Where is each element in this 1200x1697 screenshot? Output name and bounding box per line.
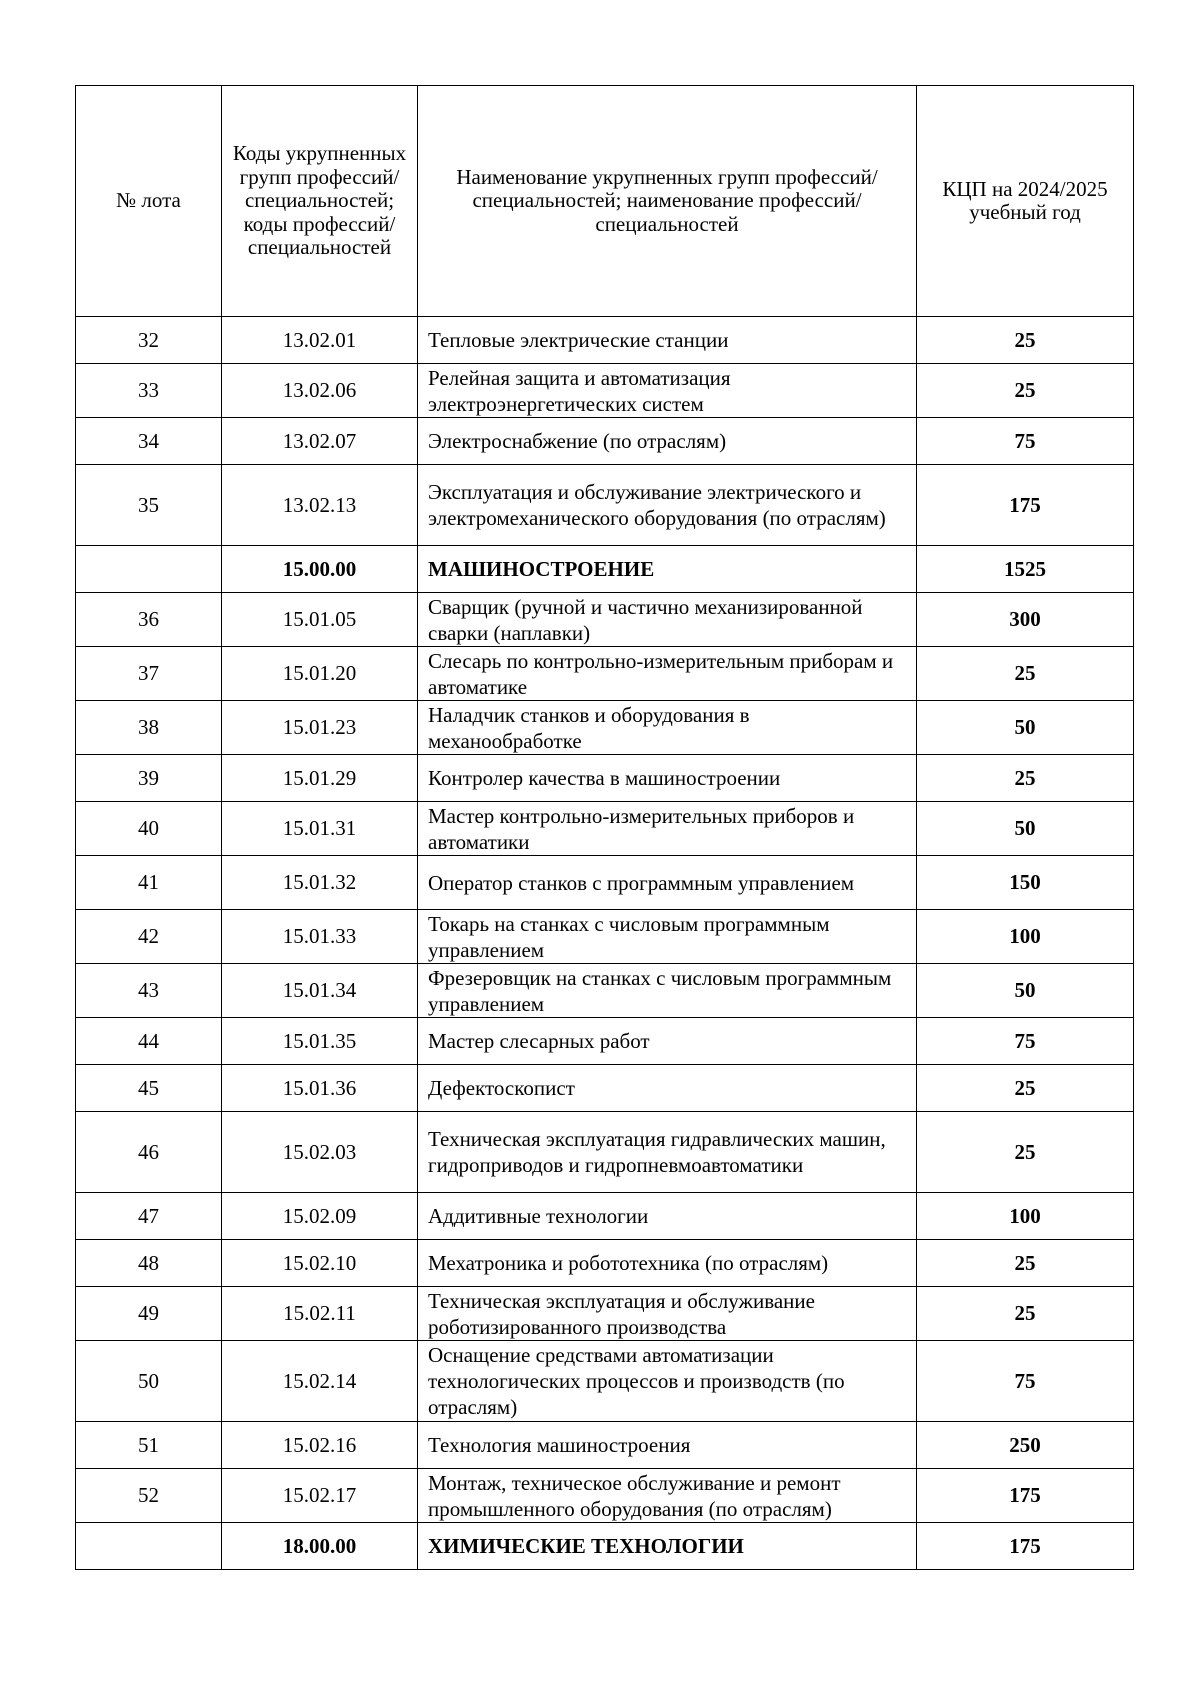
kcp-cell: 25 (917, 1112, 1134, 1193)
name-cell: Мастер контрольно-измерительных приборов и автоматики (418, 802, 917, 856)
name-cell: Слесарь по контрольно-измерительным приборам и автоматике (418, 647, 917, 701)
kcp-cell: 50 (917, 701, 1134, 755)
lot-cell (76, 1523, 222, 1570)
table-row (76, 856, 1134, 910)
code-cell: 15.01.32 (222, 856, 418, 910)
name-cell: МАШИНОСТРОЕНИЕ (418, 546, 917, 593)
table-row (76, 1469, 1134, 1523)
lot-cell: 44 (76, 1018, 222, 1065)
header-codes: Коды укрупненных групп профессий/ специальностей; коды профессий/ специальностей (222, 86, 418, 317)
name-cell: Мехатроника и робототехника (по отраслям) (418, 1240, 917, 1287)
name-cell: Мастер слесарных работ (418, 1018, 917, 1065)
table-row (76, 1193, 1134, 1240)
name-cell: Тепловые электрические станции (418, 317, 917, 364)
kcp-cell: 25 (917, 364, 1134, 418)
code-cell: 15.02.17 (222, 1469, 418, 1523)
kcp-cell: 1525 (917, 546, 1134, 593)
lot-cell: 41 (76, 856, 222, 910)
kcp-cell: 75 (917, 1018, 1134, 1065)
table-row (76, 755, 1134, 802)
code-cell: 15.01.23 (222, 701, 418, 755)
lot-cell: 39 (76, 755, 222, 802)
table-header-row (76, 86, 1134, 317)
lot-cell: 47 (76, 1193, 222, 1240)
code-cell: 15.01.34 (222, 964, 418, 1018)
kcp-cell: 100 (917, 1193, 1134, 1240)
table-row (76, 802, 1134, 856)
kcp-cell: 75 (917, 418, 1134, 465)
code-cell: 13.02.01 (222, 317, 418, 364)
name-cell: Фрезеровщик на станках с числовым программным управлением (418, 964, 917, 1018)
table-row (76, 1112, 1134, 1193)
name-cell: Монтаж, техническое обслуживание и ремонт промышленного оборудования (по отраслям) (418, 1469, 917, 1523)
table-row (76, 317, 1134, 364)
code-cell: 13.02.13 (222, 465, 418, 546)
kcp-cell: 25 (917, 647, 1134, 701)
kcp-table (75, 85, 1134, 1570)
name-cell: Аддитивные технологии (418, 1193, 917, 1240)
table-row (76, 1018, 1134, 1065)
kcp-cell: 75 (917, 1341, 1134, 1422)
table-row (76, 964, 1134, 1018)
name-cell: ХИМИЧЕСКИЕ ТЕХНОЛОГИИ (418, 1523, 917, 1570)
lot-cell: 43 (76, 964, 222, 1018)
lot-cell: 33 (76, 364, 222, 418)
code-cell: 15.01.20 (222, 647, 418, 701)
code-cell: 15.02.14 (222, 1341, 418, 1422)
kcp-cell: 150 (917, 856, 1134, 910)
kcp-cell: 175 (917, 465, 1134, 546)
lot-cell: 42 (76, 910, 222, 964)
kcp-cell: 250 (917, 1422, 1134, 1469)
name-cell: Техническая эксплуатация гидравлических машин, гидроприводов и гидропневмоавтоматики (418, 1112, 917, 1193)
kcp-cell: 50 (917, 802, 1134, 856)
code-cell: 15.01.31 (222, 802, 418, 856)
group-row (76, 1523, 1134, 1570)
header-kcp: КЦП на 2024/2025 учебный год (917, 86, 1134, 317)
kcp-cell: 25 (917, 1240, 1134, 1287)
table-row (76, 1065, 1134, 1112)
table-body (76, 317, 1134, 1570)
lot-cell: 35 (76, 465, 222, 546)
lot-cell: 32 (76, 317, 222, 364)
lot-cell: 37 (76, 647, 222, 701)
lot-cell: 36 (76, 593, 222, 647)
code-cell: 13.02.07 (222, 418, 418, 465)
header-name: Наименование укрупненных групп профессий/ специальностей; наименование профессий/ специальностей (418, 86, 917, 317)
kcp-cell: 100 (917, 910, 1134, 964)
kcp-cell: 25 (917, 755, 1134, 802)
table-row (76, 465, 1134, 546)
table-row (76, 701, 1134, 755)
name-cell: Технология машиностроения (418, 1422, 917, 1469)
table-row (76, 1341, 1134, 1422)
lot-cell: 46 (76, 1112, 222, 1193)
group-row (76, 546, 1134, 593)
code-cell: 18.00.00 (222, 1523, 418, 1570)
table-row (76, 1422, 1134, 1469)
code-cell: 13.02.06 (222, 364, 418, 418)
lot-cell: 48 (76, 1240, 222, 1287)
code-cell: 15.02.16 (222, 1422, 418, 1469)
kcp-cell: 25 (917, 1065, 1134, 1112)
code-cell: 15.02.10 (222, 1240, 418, 1287)
name-cell: Эксплуатация и обслуживание электрического и электромеханического оборудования (по отраслям) (418, 465, 917, 546)
code-cell: 15.01.29 (222, 755, 418, 802)
lot-cell: 34 (76, 418, 222, 465)
kcp-cell: 25 (917, 317, 1134, 364)
header-lot: № лота (76, 86, 222, 317)
lot-cell: 51 (76, 1422, 222, 1469)
table-row (76, 910, 1134, 964)
kcp-cell: 175 (917, 1523, 1134, 1570)
lot-cell (76, 546, 222, 593)
code-cell: 15.02.11 (222, 1287, 418, 1341)
code-cell: 15.02.09 (222, 1193, 418, 1240)
lot-cell: 50 (76, 1341, 222, 1422)
name-cell: Сварщик (ручной и частично механизированной сварки (наплавки) (418, 593, 917, 647)
lot-cell: 45 (76, 1065, 222, 1112)
table-row (76, 647, 1134, 701)
table-row (76, 1240, 1134, 1287)
kcp-cell: 175 (917, 1469, 1134, 1523)
code-cell: 15.02.03 (222, 1112, 418, 1193)
name-cell: Дефектоскопист (418, 1065, 917, 1112)
kcp-cell: 25 (917, 1287, 1134, 1341)
table-row (76, 593, 1134, 647)
code-cell: 15.01.36 (222, 1065, 418, 1112)
code-cell: 15.01.35 (222, 1018, 418, 1065)
name-cell: Контролер качества в машиностроении (418, 755, 917, 802)
lot-cell: 52 (76, 1469, 222, 1523)
kcp-cell: 50 (917, 964, 1134, 1018)
code-cell: 15.00.00 (222, 546, 418, 593)
name-cell: Наладчик станков и оборудования в механообработке (418, 701, 917, 755)
name-cell: Техническая эксплуатация и обслуживание роботизированного производства (418, 1287, 917, 1341)
name-cell: Релейная защита и автоматизация электроэнергетических систем (418, 364, 917, 418)
code-cell: 15.01.33 (222, 910, 418, 964)
table-row (76, 364, 1134, 418)
lot-cell: 38 (76, 701, 222, 755)
lot-cell: 49 (76, 1287, 222, 1341)
name-cell: Электроснабжение (по отраслям) (418, 418, 917, 465)
name-cell: Токарь на станках с числовым программным управлением (418, 910, 917, 964)
kcp-cell: 300 (917, 593, 1134, 647)
name-cell: Оснащение средствами автоматизации технологических процессов и производств (по отраслям) (418, 1341, 917, 1422)
table-row (76, 1287, 1134, 1341)
name-cell: Оператор станков с программным управлением (418, 856, 917, 910)
lot-cell: 40 (76, 802, 222, 856)
table-row (76, 418, 1134, 465)
code-cell: 15.01.05 (222, 593, 418, 647)
